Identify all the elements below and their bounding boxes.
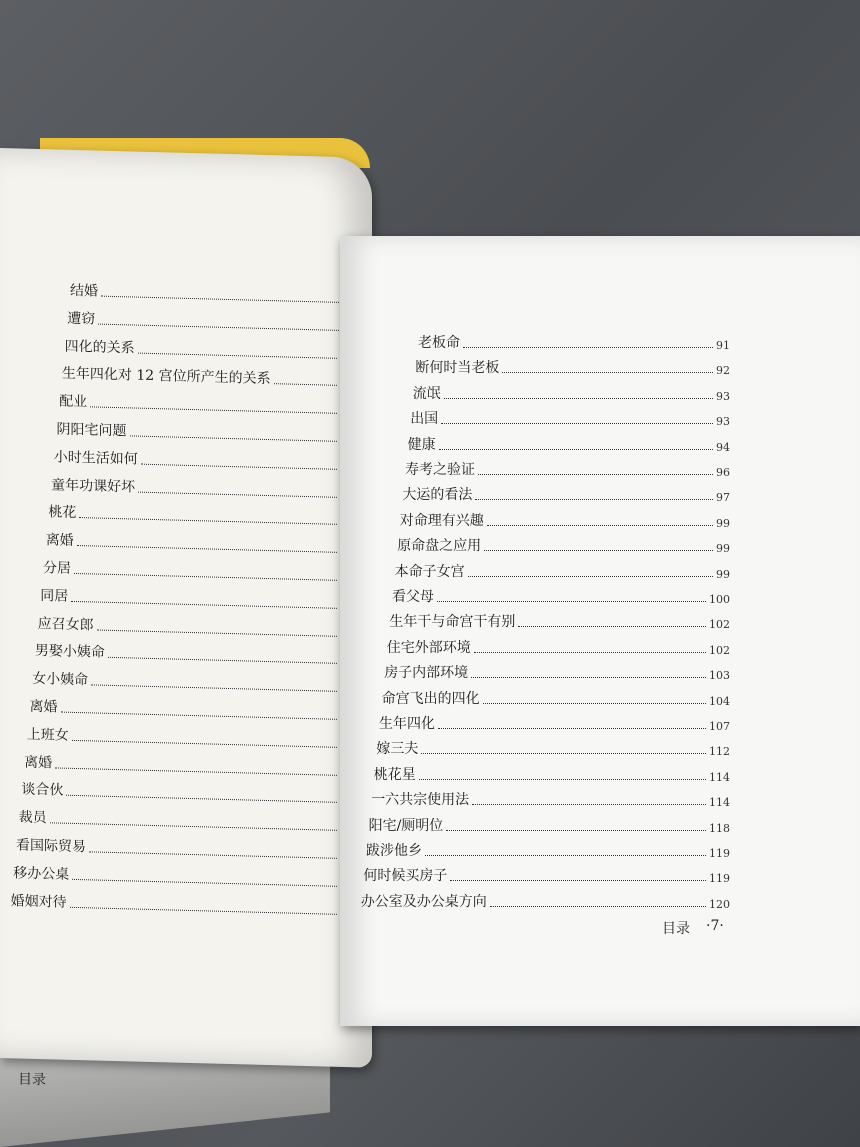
toc-entry-title: 桃花星 [373, 766, 416, 783]
toc-entry [387, 637, 730, 657]
toc-entry [405, 459, 730, 479]
toc-entry-title: 生年干与命宫干有别 [389, 614, 516, 631]
toc-entry-title: 对命理有兴趣 [399, 512, 484, 529]
leader-dots [141, 463, 337, 469]
toc-entry-title: 生年四化 [379, 716, 435, 732]
toc-entry-title: 应召女郎 [37, 615, 94, 634]
toc-entry-page: 119 [708, 872, 730, 886]
leader-dots [98, 323, 351, 331]
toc-entry-title: 结婚 [70, 282, 98, 300]
toc-entry-title: 童年功课好坏 [51, 476, 136, 496]
leader-dots [439, 449, 713, 450]
toc-entry-title: 流氓 [412, 385, 441, 402]
toc-entry-title: 老板命 [418, 335, 460, 351]
leader-dots [70, 906, 337, 914]
toc-entry-page: 120 [708, 897, 730, 911]
leader-dots [61, 712, 338, 720]
toc-entry-title: 谈合伙 [21, 781, 64, 800]
leader-dots [50, 822, 337, 831]
toc-entry [67, 308, 354, 336]
leader-dots [425, 855, 706, 856]
toc-entry-page: 103 [708, 669, 730, 683]
leader-dots [475, 499, 713, 500]
leader-dots [66, 795, 337, 803]
leader-dots [484, 550, 713, 551]
toc-entry-page: 93 [715, 415, 730, 429]
toc-entry [415, 357, 730, 377]
toc-entry-page: 107 [709, 720, 730, 733]
toc-entry-title: 阴阳宅问题 [56, 421, 127, 440]
leader-dots [472, 804, 706, 805]
toc-entry-title: 小时生活如何 [53, 449, 138, 468]
leader-dots [138, 491, 337, 497]
leader-dots [437, 601, 706, 602]
toc-entry-title: 何时候买房子 [363, 868, 448, 885]
toc-entry-title: 离婚 [45, 532, 74, 550]
toc-entry-title: 住宅外部环境 [386, 639, 471, 656]
toc-entry [371, 789, 730, 809]
leader-dots [91, 685, 337, 692]
toc-entry [392, 586, 730, 606]
toc-entry-title: 原命盘之应用 [397, 538, 482, 555]
toc-entry [35, 640, 354, 668]
leader-dots [90, 407, 337, 414]
toc-entry [389, 611, 730, 631]
leader-dots [419, 779, 706, 780]
toc-entry [361, 891, 730, 911]
leader-dots [441, 423, 713, 424]
toc-entry-title: 大运的看法 [402, 487, 473, 504]
toc-entry-page: 94 [715, 440, 730, 454]
toc-entry-page: 112 [708, 745, 730, 759]
toc-entry-page: 92 [715, 364, 730, 378]
toc-entry-title: 看父母 [392, 589, 434, 605]
toc-entry [19, 807, 354, 836]
toc-entry-page: 93 [715, 389, 730, 403]
leader-dots [72, 740, 337, 748]
toc-entry [21, 779, 354, 808]
toc-entry-title: 四化的关系 [64, 338, 135, 357]
leader-dots [487, 525, 713, 526]
leader-dots [77, 545, 337, 553]
leader-dots [101, 296, 351, 304]
toc-entry [408, 434, 730, 454]
toc-entry-page: 96 [716, 466, 730, 479]
left-footer: 目录 [18, 1071, 46, 1089]
toc-entry [382, 688, 730, 708]
toc-entry-title: 移办公桌 [13, 865, 70, 883]
toc-entry [65, 335, 354, 363]
toc-entry-page: 102 [708, 643, 730, 657]
toc-entry-title: 出国 [410, 411, 439, 428]
leader-dots [483, 703, 706, 704]
toc-entry-title: 离婚 [29, 698, 58, 716]
toc-entry-page: 118 [708, 821, 730, 835]
toc-entry-title: 嫁三夫 [376, 741, 419, 758]
leader-dots [71, 601, 337, 609]
toc-entry [40, 585, 354, 613]
toc-entry-title: 同居 [40, 587, 69, 605]
toc-entry [369, 815, 730, 835]
leader-dots [468, 576, 713, 577]
toc-entry [51, 474, 354, 502]
leader-dots [474, 652, 706, 653]
toc-entry [38, 613, 354, 641]
leader-dots [79, 517, 337, 525]
toc-entry [43, 557, 354, 585]
toc-entry [57, 418, 355, 446]
toc-entry-title: 跋涉他乡 [366, 843, 422, 859]
toc-entry-title: 配业 [59, 393, 88, 411]
leader-dots [130, 435, 338, 441]
toc-entry-title: 寿考之验证 [405, 462, 475, 478]
leader-dots [450, 880, 706, 881]
leader-dots [72, 879, 337, 887]
leader-dots [55, 767, 337, 775]
toc-entry-page: 119 [709, 847, 730, 860]
toc-entry [70, 280, 354, 307]
leader-dots [502, 372, 713, 373]
toc-entry-title: 分居 [43, 560, 71, 577]
toc-entry [374, 764, 730, 784]
toc-entry-page: 99 [715, 516, 730, 530]
toc-entry-title: 一六共宗使用法 [371, 792, 470, 809]
toc-entry-title: 女小姨命 [32, 671, 89, 689]
toc-entry [11, 890, 354, 919]
leader-dots [444, 398, 713, 399]
toc-entry [13, 862, 354, 891]
leader-dots [518, 626, 706, 627]
toc-entry-page: 97 [715, 491, 730, 505]
toc-entry-title: 办公室及办公桌方向 [360, 893, 487, 910]
toc-entry-title: 房子内部环境 [384, 665, 469, 682]
toc-entry-title: 婚姻对待 [10, 892, 67, 911]
toc-entry [32, 668, 354, 696]
leader-dots [274, 384, 337, 387]
toc-entry-title: 遭窃 [67, 310, 96, 328]
leader-dots [478, 474, 713, 475]
toc-entry-title: 裁员 [18, 809, 47, 827]
toc-entry-page: 100 [709, 593, 730, 606]
toc-entry-page: 114 [708, 770, 730, 784]
toc-entry [30, 696, 355, 724]
toc-entry-title: 断何时当老板 [415, 360, 500, 377]
leader-dots [138, 352, 337, 358]
toc-entry-title: 上班女 [26, 726, 69, 744]
toc-entry [402, 484, 730, 504]
right-page [340, 236, 860, 1026]
leader-dots [74, 573, 337, 581]
toc-entry [27, 723, 354, 752]
leader-dots [446, 830, 706, 831]
toc-entry [410, 408, 730, 428]
toc-entry-title: 健康 [407, 436, 436, 453]
toc-entry [16, 834, 354, 863]
leader-dots [490, 906, 706, 907]
toc-entry [54, 446, 354, 474]
toc-entry-title: 男娶小姨命 [34, 643, 105, 662]
toc-entry-page: 91 [716, 339, 730, 352]
toc-entry [62, 363, 354, 391]
toc-entry [384, 662, 730, 682]
toc-entry-page: 99 [715, 542, 730, 556]
toc-entry-title: 生年四化对 12 宫位所产生的关系 [61, 366, 271, 388]
toc-entry-title: 命宫飞出的四化 [381, 690, 480, 707]
left-page [0, 148, 372, 1089]
toc-entry [24, 751, 354, 780]
toc-entry-page: 114 [708, 796, 730, 810]
toc-entry-title: 看国际贸易 [16, 837, 86, 856]
toc-entry [418, 332, 730, 352]
toc-entry-page: 104 [708, 694, 730, 708]
toc-entry-title: 桃花 [48, 504, 77, 522]
toc-entry [413, 383, 730, 403]
toc-entry [400, 510, 730, 530]
leader-dots [471, 677, 706, 678]
toc-entry [397, 535, 730, 555]
toc-entry [395, 561, 730, 581]
toc-entry [376, 738, 730, 758]
toc-entry [379, 713, 730, 733]
leader-dots [97, 629, 337, 636]
leader-dots [421, 753, 706, 754]
toc-entry [366, 840, 730, 860]
toc-entry [48, 502, 354, 530]
toc-entry-title: 离婚 [24, 754, 53, 771]
right-footer: 目录 [662, 921, 690, 937]
toc-entry-page: 102 [708, 618, 730, 632]
leader-dots [89, 851, 337, 858]
leader-dots [108, 657, 337, 664]
toc-entry-title: 本命子女宫 [394, 563, 465, 580]
toc-entry [59, 391, 354, 419]
toc-entry-title: 阳宅/厕明位 [368, 817, 444, 834]
toc-entry-page: 99 [715, 567, 730, 581]
toc-entry [363, 865, 730, 885]
toc-entry [46, 529, 354, 557]
right-page-number: ·7· [706, 918, 724, 934]
leader-dots [438, 728, 706, 729]
leader-dots [463, 347, 713, 348]
